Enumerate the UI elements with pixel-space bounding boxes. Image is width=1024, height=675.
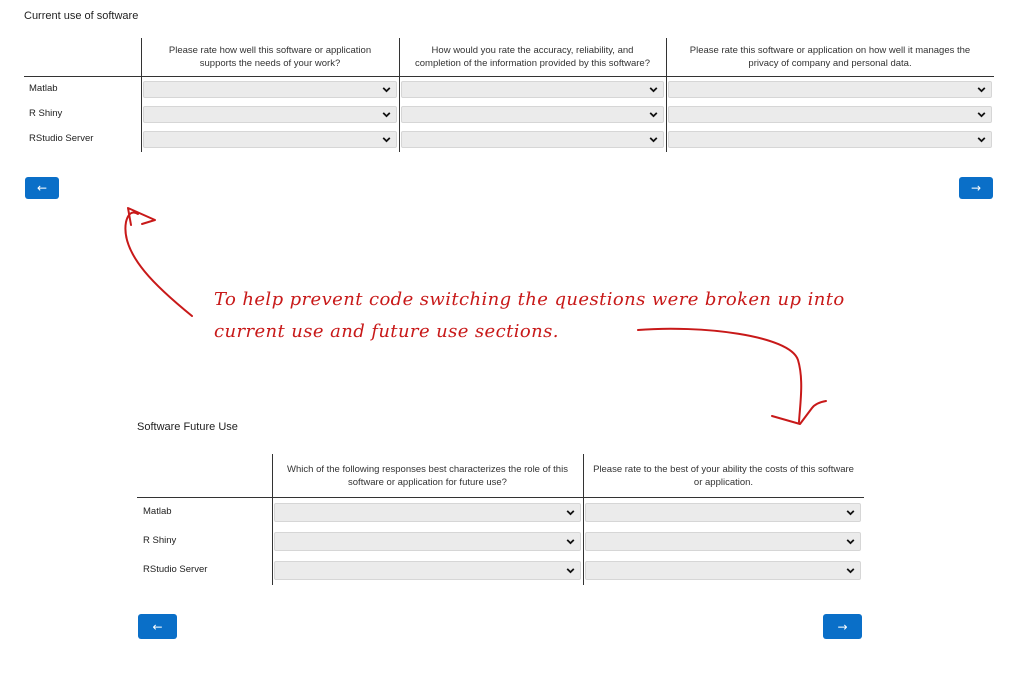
annotation-arrow-down (638, 329, 801, 422)
arrow-left-icon: ← (36, 181, 48, 195)
arrow-right-icon: → (970, 181, 982, 195)
chevron-down-icon (565, 507, 576, 518)
future-dropdown[interactable] (274, 532, 581, 551)
annotation-arrow-up (125, 212, 192, 316)
chevron-down-icon (845, 507, 856, 518)
column-divider (583, 454, 584, 585)
question-header: Which of the following responses best characterizes the role of this software or application for future use? (287, 464, 568, 488)
arrow-left-icon: ← (152, 619, 163, 634)
future-dropdown[interactable] (585, 561, 861, 580)
chevron-down-icon (845, 565, 856, 576)
row-label: R Shiny (29, 108, 63, 119)
column-divider (272, 454, 273, 585)
question-header: Please rate to the best of your ability the costs of this software or application. (593, 464, 854, 488)
future-dropdown[interactable] (274, 561, 581, 580)
header-divider (137, 497, 864, 498)
annotation-line: To help prevent code switching the questions were broken up into (214, 289, 845, 310)
annotation-arrowhead-up (128, 208, 155, 225)
future-dropdown[interactable] (274, 503, 581, 522)
row-label: R Shiny (143, 535, 177, 546)
chevron-down-icon (565, 565, 576, 576)
question-header: Please rate this software or application on how well it manages the privacy of company and personal data. (689, 45, 971, 69)
arrow-right-icon: → (837, 619, 848, 634)
row-label: Matlab (29, 83, 58, 94)
future-section-title: Software Future Use (137, 421, 238, 433)
chevron-down-icon (565, 536, 576, 547)
future-dropdown[interactable] (585, 503, 861, 522)
question-header: How would you rate the accuracy, reliability, and completion of the information provided by this software? (415, 45, 650, 69)
row-label: Matlab (143, 506, 172, 517)
back-button[interactable] (138, 614, 177, 639)
question-header: Please rate how well this software or application supports the needs of your work? (168, 45, 372, 69)
row-label: RStudio Server (143, 564, 208, 575)
annotation-line: current use and future use sections. (214, 321, 559, 342)
next-button[interactable] (823, 614, 862, 639)
current-section-title: Current use of software (24, 10, 139, 22)
chevron-down-icon (845, 536, 856, 547)
row-label: RStudio Server (29, 133, 94, 144)
future-use-matrix (137, 454, 864, 585)
future-dropdown[interactable] (585, 532, 861, 551)
